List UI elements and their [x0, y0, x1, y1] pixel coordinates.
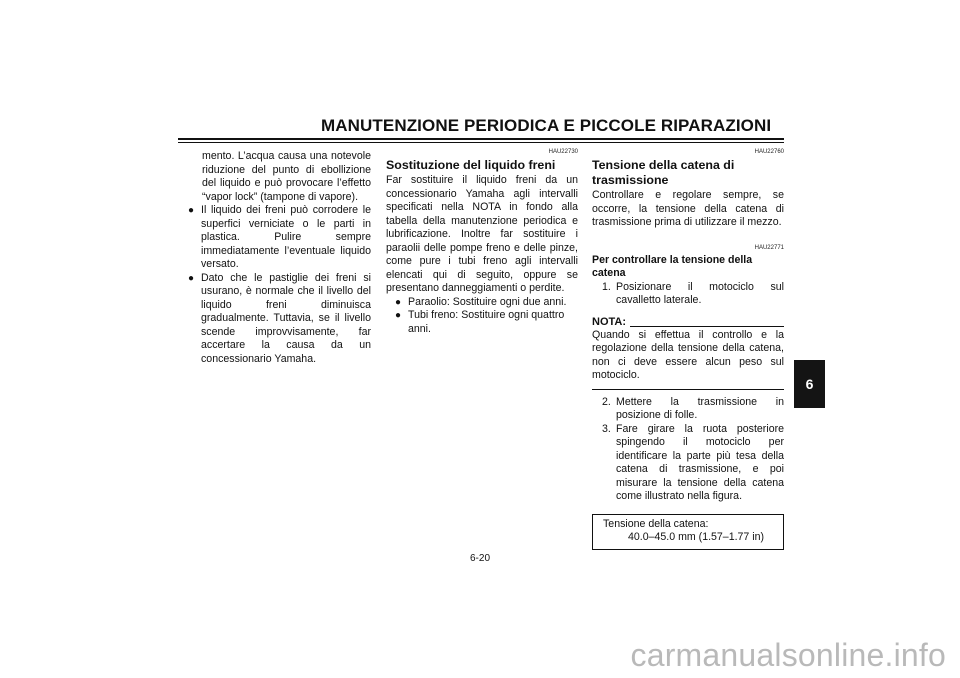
section-heading-chain-tension: Tensione della catena di trasmissione — [592, 158, 735, 187]
header-rule-thin — [178, 142, 784, 143]
column-1 — [188, 150, 371, 366]
page-header-title: MANUTENZIONE PERIODICA E PICCOLE RIPARAZIONI — [321, 116, 772, 135]
col1-intro: mento. L’acqua causa una notevole riduzione del punto di ebollizione del liquido e può provocare l’effetto “vapor lock” (tampone di vapore). — [202, 150, 371, 203]
step-item: 1. Posizionare il motociclo sul cavalletto laterale. — [602, 280, 784, 306]
note-rule — [630, 326, 784, 327]
column-2 — [386, 148, 578, 336]
note-label: NOTA: — [592, 315, 627, 328]
section-code: HAU22771 — [754, 244, 784, 251]
page-number: 6-20 — [469, 553, 490, 564]
bullet-icon: ● — [395, 296, 402, 308]
col1-bullet: ● Dato che le pastiglie dei freni si usurano, è normale che il livello del liquido freni diminuisca gradualmente. Tuttavia, se il livello scende improvvisamente, far accertare la causa da un concessionario Yamaha. — [188, 271, 371, 365]
col2-body: Far sostituire il liquido freni da un concessionario Yamaha agli intervalli specificati nella NOTA in fondo alla tabella della manutenzione periodica e lubrificazione. Inoltre far sostituire i paraolii delle pompe freno e delle pinze, come pure i tubi freno agli intervalli elencati qui di seguito, oppure se presentano danneggiamenti o perdite. — [386, 174, 578, 294]
column-3 — [592, 148, 784, 550]
section-code: HAU22730 — [548, 149, 578, 155]
bullet-icon: ● — [188, 205, 195, 216]
col3-body: Controllare e regolare sempre, se occorre, la tensione della catena di trasmissione prima di utilizzare il mezzo. — [592, 189, 784, 228]
header-rule-thick — [178, 138, 784, 140]
section-heading-brake-fluid: Sostituzione del liquido freni — [386, 158, 556, 172]
watermark: carmanualsonline.info — [630, 637, 946, 673]
bullet-icon: ● — [188, 272, 195, 284]
step-item: 2. Mettere la trasmissione in posizione di folle. — [602, 395, 784, 421]
col1-bullet: ● Il liquido dei freni può corrodere le superfici verniciate o le parti in plastica. Pulire sempre immediatamente l’eventuale liquido versato. — [188, 204, 371, 270]
subsection-heading: Per controllare la tensione della catena — [592, 253, 753, 279]
note-end-rule — [592, 389, 784, 390]
chapter-tab: 6 — [794, 360, 825, 408]
section-code: HAU22760 — [754, 149, 784, 155]
col2-bullet: ● Paraolio: Sostituire ogni due anni. — [395, 295, 567, 308]
step-item: 3. Fare girare la ruota posteriore spingendo il motociclo per identificare la parte più tesa della catena di trasmissione, e poi misurare la tensione della catena come illustrato nella figura. — [602, 422, 784, 502]
spec-value: 40.0–45.0 mm (1.57–1.77 in) — [628, 531, 765, 543]
spec-label: Tensione della catena: — [603, 517, 709, 530]
bullet-icon: ● — [395, 310, 402, 321]
note-header — [592, 316, 784, 329]
col2-bullet: ● Tubi freno: Sostituire ogni quattro anni. — [395, 309, 565, 335]
note-text: Quando si effettua il controllo e la regolazione della tensione della catena, non ci deve essere alcun peso sul motociclo. — [592, 328, 784, 381]
spec-box — [592, 514, 784, 550]
